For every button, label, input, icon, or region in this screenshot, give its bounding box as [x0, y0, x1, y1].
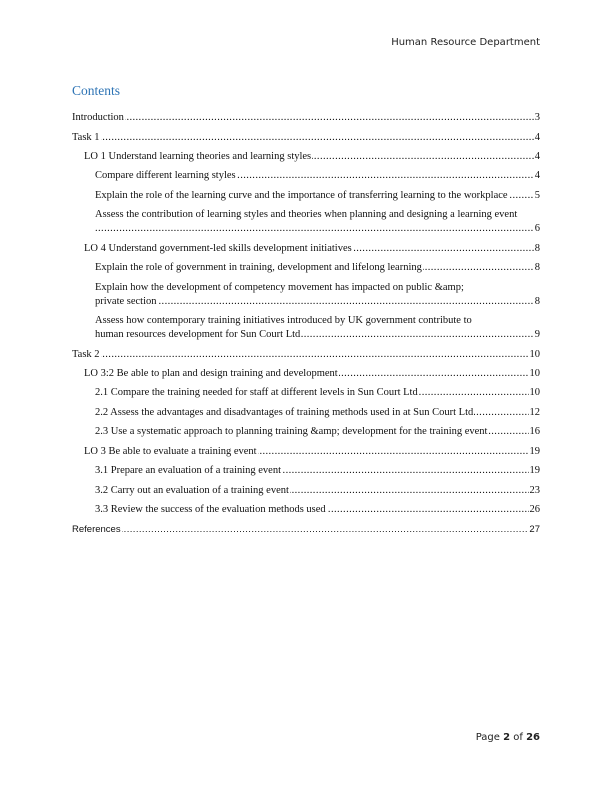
toc-entry-title: Explain the role of government in training, development and lifelong learning	[95, 262, 422, 273]
toc-entry-page: 4	[534, 151, 540, 162]
toc-entry-page: 8	[534, 262, 540, 273]
toc-entry-task-2[interactable]	[72, 348, 540, 362]
toc-entry-title: Explain the role of the learning curve and the importance of transferring learning to the workplace	[95, 190, 508, 201]
toc-entry-page: 16	[529, 426, 540, 437]
toc-entry-title: Assess how contemporary training initiatives introduced by UK government contribute to human resources development for Sun Court Ltd	[95, 315, 472, 340]
page-footer	[476, 732, 540, 743]
toc-entry-2-2[interactable]	[95, 406, 540, 420]
toc-entry-title: References	[72, 524, 121, 535]
toc-entry-compare-styles[interactable]	[95, 169, 540, 183]
toc-entry-title: LO 4 Understand government-led skills development initiatives	[84, 243, 352, 254]
toc-entry-3-3[interactable]	[95, 503, 540, 517]
total-pages: 26	[526, 732, 540, 743]
toc-entry-page: 19	[529, 446, 540, 457]
toc-entry-task-1[interactable]	[72, 131, 540, 145]
toc-entry-lo3-2[interactable]	[84, 367, 540, 381]
toc-entry-title: LO 1 Understand learning theories and learning styles	[84, 151, 312, 162]
toc-entry-lo4[interactable]	[84, 242, 540, 256]
toc-entry-title: 3.1 Prepare an evaluation of a training event	[95, 465, 282, 476]
page-header: Human Resource Department	[391, 37, 540, 48]
toc-entry-title: ..... Assess the contribution of learning styles and theories when planning and designing a learning event	[95, 208, 524, 222]
toc-entry-learning-curve[interactable]	[95, 189, 540, 203]
toc-entry-title: 2.2 Assess the advantages and disadvantages of training methods used in at Sun Court Ltd	[95, 407, 474, 418]
toc-heading: Contents	[72, 83, 121, 98]
toc-entry-page: 27	[529, 524, 540, 535]
toc-entry-title: Explain how the development of competency movement has impacted on public &amp; private section	[95, 282, 464, 307]
current-page: 2	[503, 732, 511, 743]
toc-entry-page: 8	[534, 243, 540, 254]
toc-entry-2-3[interactable]	[95, 425, 540, 439]
toc-entry-page: 5	[534, 190, 540, 201]
toc-entry-2-1[interactable]	[95, 386, 540, 400]
toc-entry-page: 10	[529, 368, 540, 379]
of-label: of	[513, 732, 523, 743]
toc-entry-page: 9	[534, 329, 540, 340]
toc-entry-page: 10	[529, 349, 540, 360]
toc-entry-title: Introduction	[72, 112, 124, 123]
toc-entry-3-2[interactable]	[95, 484, 540, 498]
toc-entry-page: 3	[534, 112, 540, 123]
toc-entry-page: 10	[529, 387, 540, 398]
toc-entry-assess-contribution[interactable]	[95, 208, 540, 236]
toc-entry-title: Task 1	[72, 132, 100, 143]
toc-entry-title: Compare different learning styles	[95, 170, 236, 181]
toc-entry-title: 2.1 Compare the training needed for staff at different levels in Sun Court Ltd	[95, 387, 418, 398]
toc-entry-references[interactable]	[72, 523, 540, 537]
toc-entry-page: 4	[534, 170, 540, 181]
toc-entry-page: 19	[529, 465, 540, 476]
toc-entry-title: Task 2	[72, 349, 100, 360]
toc-entry-page: 4	[534, 132, 540, 143]
toc-entry-page: 6	[534, 223, 540, 234]
toc-entry-title: 3.2 Carry out an evaluation of a training event	[95, 485, 289, 496]
toc-entry-lo1[interactable]	[84, 150, 540, 164]
toc-entry-contemporary-initiatives[interactable]	[95, 314, 540, 342]
toc-entry-competency-movement[interactable]	[95, 281, 540, 309]
toc-entry-page: 26	[529, 504, 540, 515]
toc-entry-page: 23	[529, 485, 540, 496]
page-label: Page	[475, 732, 500, 743]
toc-entry-page: 12	[529, 407, 540, 418]
toc-entry-3-1[interactable]	[95, 464, 540, 478]
toc-entry-title: LO 3 Be able to evaluate a training event	[84, 446, 257, 457]
toc-entry-government-role[interactable]	[95, 261, 540, 275]
toc-entry-lo3[interactable]	[84, 445, 540, 459]
toc-entry-title: LO 3:2 Be able to plan and design training and development	[84, 368, 338, 379]
toc-entry-title: 2.3 Use a systematic approach to planning training &amp; development for the training event	[95, 426, 488, 437]
toc-entry-page: 8	[534, 296, 540, 307]
toc-entry-introduction[interactable]	[72, 111, 540, 125]
toc-entry-title: 3.3 Review the success of the evaluation methods used	[95, 504, 326, 515]
